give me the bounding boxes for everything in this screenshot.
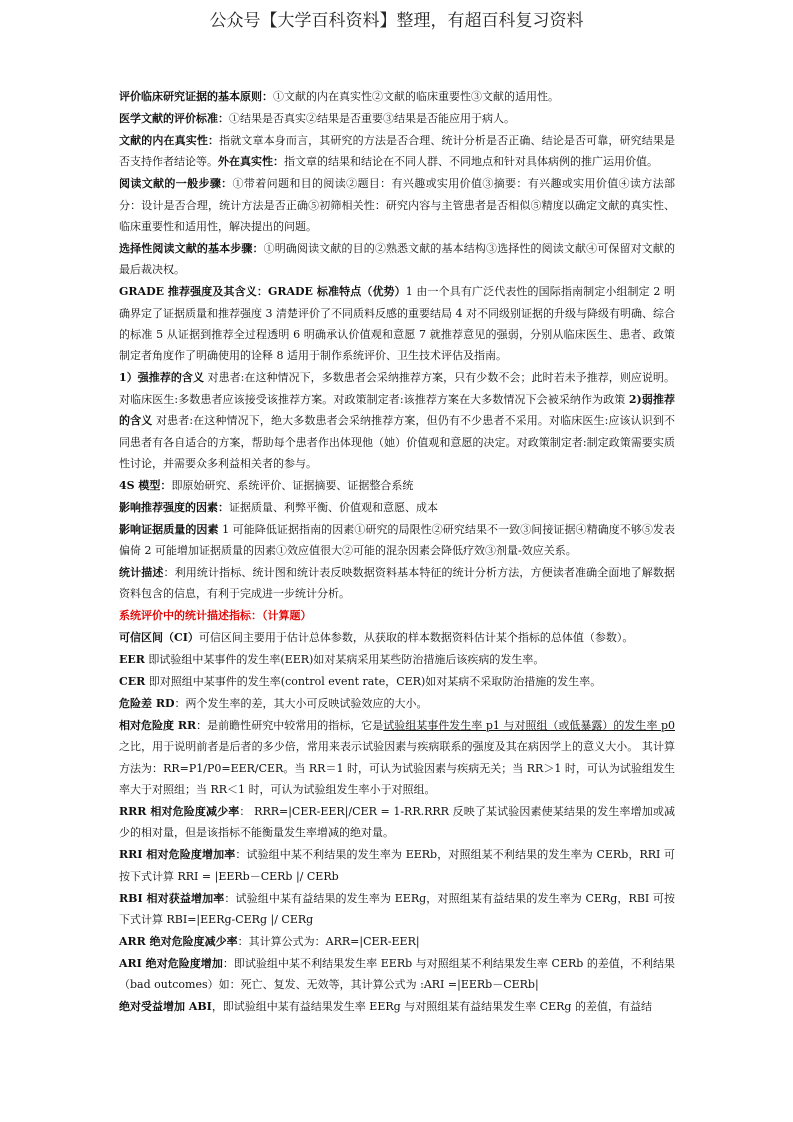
paragraph-cer [119,671,675,692]
paragraph-strength-factors [119,497,675,518]
page-header: 公众号【大学百科资料】整理，有超百科复习资料 [209,11,584,31]
definition: ①文献的内在真实性②文献的临床重要性③文献的适用性。 [273,90,559,103]
definition: ：试验组中某有益结果的发生率为 EERg，对照组某有益结果的发生率为 CERg，RBI 可按下式计算 RBI=|EERg-CERg |/ CERg [119,891,675,926]
paragraph-selective-reading [119,238,675,281]
paragraph-evaluation-principles [119,86,675,107]
term: RRR 相对危险度减少率 [119,804,240,818]
term: 4S 模型： [119,478,172,492]
term: 危险差 RD [119,696,175,710]
term: 可信区间（CI） [119,631,199,645]
definition: 之比，用于说明前者是后者的多少倍，常用来表示试验因素与疾病联系的强度及其在病因学上的意义大小。 其计算方法为：RR=P1/P0=EER/CER。当 RR＝1 时，可认为试验因素与疾病无关；当 RR＞1 时，可认为试验组发生率大于对照组；当 RR＜1 时，可认为试验组发生率小于对照组。 [119,740,675,796]
paragraph-grade [119,281,675,367]
term: RBI 相对获益增加率 [119,891,225,905]
paragraph-4s-model [119,475,675,496]
definition: ①结果是否真实②结果是否重要③结果是否能应用于病人。 [229,111,515,125]
term: ARI 绝对危险度增加 [119,956,223,970]
term: 2)弱推荐的含义 [119,392,675,428]
definition: 1 由一个具有广泛代表性的国际指南制定小组制定 2 明确界定了证据质量和推荐强度 3 清楚评价了不同质料反感的重要结局 4 对不同级别证据的升级与降级有明确、综合的标准 5 从证据到推荐全过程透明 6 明确承认价值观和意愿 7 就推荐意见的强弱，分别从临床医生、患者、政策制定者角度作了明确使用的诠释 8 适用于制作系统评价、卫生技术评估及指南。 [119,285,675,363]
term: 阅读文献的一般步骤： [119,177,233,191]
term: 统计描述 [119,565,164,579]
paragraph-rri [119,844,675,887]
term: CER [119,674,146,688]
definition: 即原始研究、系统评价、证据摘要、证据整合系统 [171,478,414,492]
paragraph-eer [119,649,675,670]
underlined-definition: 试验组某事件发生率 p1 与对照组（或低暴露）的发生率 p0 [383,718,675,732]
paragraph-ari [119,953,675,996]
definition: 可信区间主要用于估计总体参数，从获取的样本数据资料估计某个指标的总体值（参数）。 [198,631,634,645]
term: 绝对受益增加 ABI [119,1000,212,1014]
term: 文献的内在真实性： [119,133,220,147]
paragraph-abi [119,996,675,1017]
definition: 对患者:在这种情况下，绝大多数患者会采纳推荐方案，但仍有不少患者不采用。对临床医生:应该认识到不同患者有各自适合的方案，帮助每个患者作出体现他（她）价值观和意愿的决定。对政策制定者:制定政策需要实质性讨论，并需要众多利益相关者的参与。 [119,414,675,470]
term: RRI 相对危险度增加率 [119,848,236,862]
term: ARR 绝对危险度减少率 [119,934,238,948]
paragraph-quality-factors [119,519,675,562]
paragraph-rbi [119,888,675,931]
paragraph-internal-validity [119,130,675,173]
definition: ：即试验组中某不利结果发生率 EERb 与对照组某不利结果发生率 CERb 的差值，不利结果（bad outcomes）如：死亡、复发、无效等，其计算公式为 :ARI =|EERb－CERb| [119,956,676,992]
definition: ：其计算公式为：ARR=|CER-EER| [237,934,420,948]
definition: ： RRR=|CER-EER|/CER = 1-RR.RRR 反映了某试验因素使某结果的发生率增加或减少的相对量，但是该指标不能衡量发生率增减的绝对量。 [119,804,675,840]
term: GRADE 推荐强度及其含义：GRADE 标准特点（优势） [119,285,406,299]
paragraph-reading-steps [119,173,675,237]
definition: 指文章的结果和结论在不同人群、不同地点和针对具体病例的推广运用价值。 [284,155,658,169]
paragraph-confidence-interval [119,627,675,648]
section-heading: 系统评价中的统计描述指标：（计算题） [119,609,312,623]
definition: ①明确阅读文献的目的②熟悉文献的基本结构③选择性的阅读文献④可保留对文献的最后裁决权。 [119,241,675,277]
term: 相对危险度 RR [119,718,197,732]
definition: 证据质量、利弊平衡、价值观和意愿、成本 [229,500,438,514]
term: 医学文献的评价标准： [119,111,229,125]
paragraph-rr [119,715,675,801]
term: EER [119,653,145,667]
paragraph-arr [119,931,675,952]
document-body [119,86,675,1018]
term: 1）强推荐的含义 [119,371,204,385]
term: 影响推荐强度的因素： [119,500,229,514]
definition: ，即试验组中某有益结果发生率 EERg 与对照组某有益结果发生率 CERg 的差值，有益结 [211,1000,652,1014]
section-heading-red [119,605,675,626]
definition: ：利用统计指标、统计图和统计表反映数据资料基本特征的统计分析方法，方便读者准确全面地了解数据资料包含的信息，有利于完成进一步统计分析。 [119,565,676,601]
definition: 即试验组中某事件的发生率(EER)如对某病采用某些防治措施后该疾病的发生率。 [144,653,545,667]
definition: 即对照组中某事件的发生率(control event rate，CER)如对某病不采取防治措施的发生率。 [145,674,602,688]
paragraph-rd [119,693,675,714]
definition: ：是前瞻性研究中较常用的指标，它是 [196,718,384,732]
term: 外在真实性： [218,155,284,169]
definition: 1 可能降低证据指南的因素①研究的局限性②研究结果不一致③间接证据④精确度不够⑤发表偏倚 2 可能增加证据质量的因素①效应值很大②可能的混杂因素会降低疗效③剂量-效应关系。 [119,522,675,558]
paragraph-evaluation-criteria [119,108,675,129]
paragraph-rrr [119,801,675,844]
term: 选择性阅读文献的基本步骤： [119,241,264,255]
definition: ：两个发生率的差，其大小可反映试验效应的大小。 [174,696,428,710]
definition: ①带着问题和目的阅读②题目：有兴趣或实用价值③摘要：有兴趣或实用价值④读方法部分：设计是否合理，统计方法是否正确⑤初筛相关性：研究内容与主管患者是否相似⑤精度以确定文献的真实性、临床重要性和适用性，解决提出的问题。 [119,177,676,233]
term: 评价临床研究证据的基本原则： [119,90,273,103]
definition: 指就文章本身而言，其研究的方法是否合理、统计分析是否正确、结论是否可靠，研究结果是否支持作者结论等。 [119,133,676,169]
paragraph-recommendation-strength [119,367,675,474]
term: 影响证据质量的因素 [119,522,219,536]
definition: 对患者:在这种情况下，多数患者会采纳推荐方案，只有少数不会；此时若未予推荐，则应说明。对临床医生:多数患者应该接受该推荐方案。对政策制定者:该推荐方案在大多数情况下会被采纳作为政策 [119,371,676,406]
paragraph-statistical-description [119,562,675,605]
definition: ：试验组中某不利结果的发生率为 EERb，对照组某不利结果的发生率为 CERb，RRI 可按下式计算 RRI = |EERb－CERb |/ CERb [119,848,675,883]
